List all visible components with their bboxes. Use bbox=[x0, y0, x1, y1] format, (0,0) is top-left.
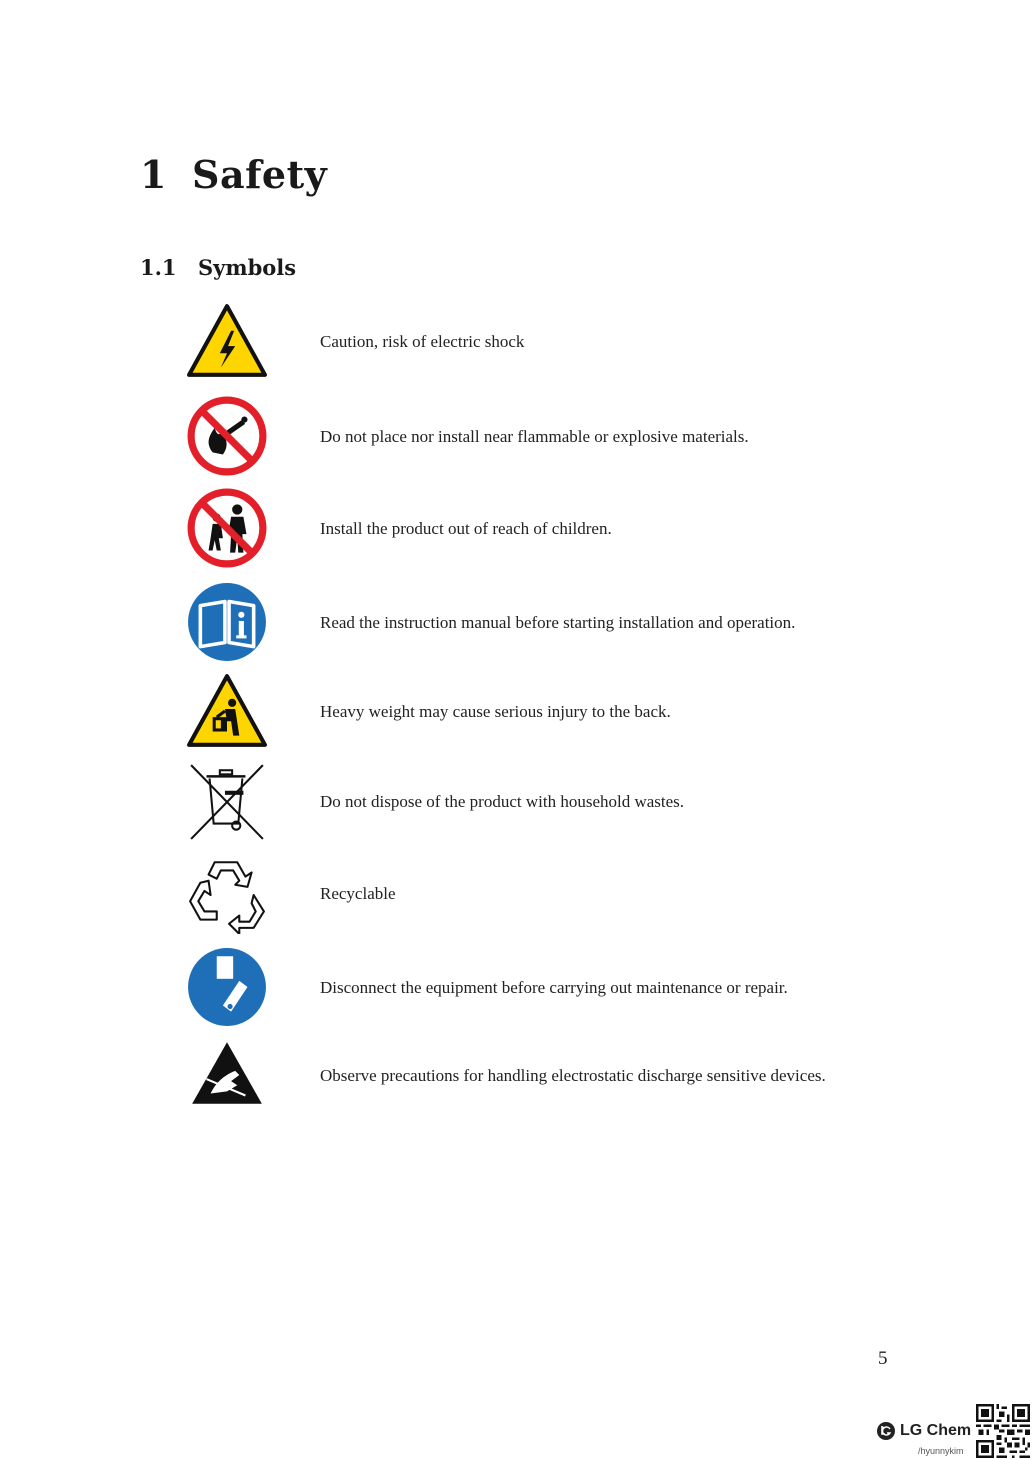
no-flammable-materials-icon bbox=[186, 395, 268, 477]
symbol-description: Read the instruction manual before starting installation and operation. bbox=[320, 612, 796, 632]
symbol-description: Disconnect the equipment before carrying out maintenance or repair. bbox=[320, 977, 788, 997]
logo-text: LG Chem bbox=[900, 1422, 972, 1439]
chapter-number: 1 bbox=[140, 152, 167, 197]
crossed-bin-icon bbox=[186, 760, 268, 842]
chapter-title: Safety bbox=[192, 152, 328, 197]
section-heading bbox=[140, 255, 296, 280]
symbol-description: Do not dispose of the product with household wastes. bbox=[320, 791, 685, 811]
symbol-description: Do not place nor install near flammable or explosive materials. bbox=[320, 426, 749, 446]
symbol-row bbox=[186, 670, 886, 752]
symbol-row bbox=[186, 852, 886, 934]
lg-chem-logo bbox=[876, 1419, 971, 1443]
electric-shock-warning-icon bbox=[186, 300, 268, 382]
heavy-weight-warning-icon bbox=[186, 670, 268, 752]
footer-tag: /hyunnykim bbox=[918, 1446, 964, 1456]
symbol-row bbox=[186, 300, 886, 382]
qr-code-icon bbox=[976, 1404, 1030, 1458]
symbol-row bbox=[186, 760, 886, 842]
disconnect-icon bbox=[186, 946, 268, 1028]
symbol-row bbox=[186, 581, 886, 663]
symbol-row bbox=[186, 487, 886, 569]
symbol-description: Install the product out of reach of children. bbox=[320, 518, 612, 538]
chapter-heading bbox=[140, 152, 327, 197]
no-children-icon bbox=[186, 487, 268, 569]
page-number: 5 bbox=[878, 1348, 888, 1369]
section-number: 1.1 bbox=[140, 255, 177, 280]
symbol-description: Recyclable bbox=[320, 883, 396, 903]
symbol-row bbox=[186, 946, 886, 1028]
section-title: Symbols bbox=[198, 255, 297, 280]
esd-sensitive-icon bbox=[186, 1034, 268, 1116]
lg-logo-icon bbox=[876, 1421, 896, 1441]
symbol-row bbox=[186, 395, 886, 477]
symbol-description: Caution, risk of electric shock bbox=[320, 331, 525, 351]
symbol-description: Heavy weight may cause serious injury to the back. bbox=[320, 701, 671, 721]
symbol-description: Observe precautions for handling electrostatic discharge sensitive devices. bbox=[320, 1065, 826, 1085]
recycle-icon bbox=[186, 852, 268, 934]
read-manual-icon bbox=[186, 581, 268, 663]
symbol-row bbox=[186, 1034, 886, 1116]
